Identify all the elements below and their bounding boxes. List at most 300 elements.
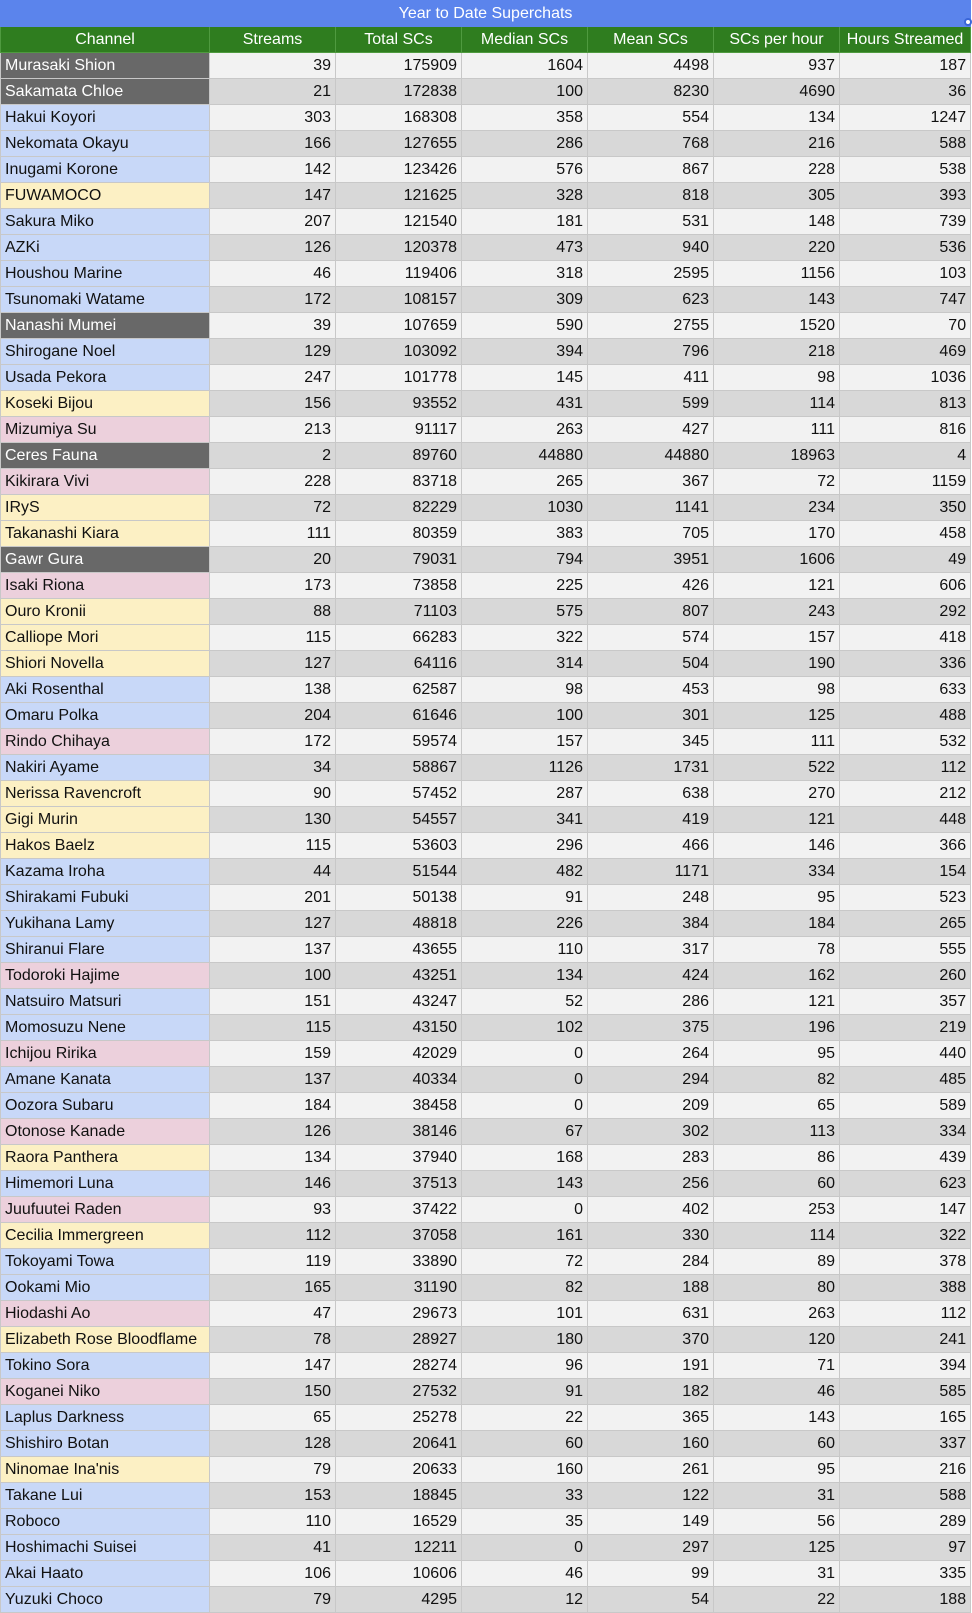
- cell-streams[interactable]: 119: [210, 1249, 336, 1275]
- cell-total-scs[interactable]: 50138: [336, 885, 462, 911]
- cell-scs-per-hour[interactable]: 305: [714, 183, 840, 209]
- cell-mean-scs[interactable]: 264: [588, 1041, 714, 1067]
- cell-streams[interactable]: 78: [210, 1327, 336, 1353]
- cell-scs-per-hour[interactable]: 334: [714, 859, 840, 885]
- cell-streams[interactable]: 128: [210, 1431, 336, 1457]
- cell-total-scs[interactable]: 54557: [336, 807, 462, 833]
- cell-total-scs[interactable]: 58867: [336, 755, 462, 781]
- cell-total-scs[interactable]: 57452: [336, 781, 462, 807]
- cell-total-scs[interactable]: 28274: [336, 1353, 462, 1379]
- cell-scs-per-hour[interactable]: 1156: [714, 261, 840, 287]
- cell-median-scs[interactable]: 91: [462, 885, 588, 911]
- cell-channel[interactable]: Tsunomaki Watame: [1, 287, 210, 313]
- cell-hours-streamed[interactable]: 393: [840, 183, 971, 209]
- cell-scs-per-hour[interactable]: 125: [714, 1535, 840, 1561]
- cell-total-scs[interactable]: 119406: [336, 261, 462, 287]
- cell-scs-per-hour[interactable]: 937: [714, 53, 840, 79]
- cell-total-scs[interactable]: 79031: [336, 547, 462, 573]
- cell-hours-streamed[interactable]: 335: [840, 1561, 971, 1587]
- cell-mean-scs[interactable]: 149: [588, 1509, 714, 1535]
- cell-channel[interactable]: Cecilia Immergreen: [1, 1223, 210, 1249]
- cell-total-scs[interactable]: 25278: [336, 1405, 462, 1431]
- cell-scs-per-hour[interactable]: 60: [714, 1171, 840, 1197]
- cell-streams[interactable]: 2: [210, 443, 336, 469]
- cell-scs-per-hour[interactable]: 234: [714, 495, 840, 521]
- cell-total-scs[interactable]: 53603: [336, 833, 462, 859]
- cell-total-scs[interactable]: 4295: [336, 1587, 462, 1613]
- cell-channel[interactable]: Murasaki Shion: [1, 53, 210, 79]
- cell-streams[interactable]: 151: [210, 989, 336, 1015]
- cell-mean-scs[interactable]: 301: [588, 703, 714, 729]
- cell-scs-per-hour[interactable]: 56: [714, 1509, 840, 1535]
- cell-total-scs[interactable]: 172838: [336, 79, 462, 105]
- cell-total-scs[interactable]: 20633: [336, 1457, 462, 1483]
- cell-mean-scs[interactable]: 453: [588, 677, 714, 703]
- cell-median-scs[interactable]: 794: [462, 547, 588, 573]
- cell-mean-scs[interactable]: 54: [588, 1587, 714, 1613]
- cell-channel[interactable]: Juufuutei Raden: [1, 1197, 210, 1223]
- cell-median-scs[interactable]: 96: [462, 1353, 588, 1379]
- cell-mean-scs[interactable]: 4498: [588, 53, 714, 79]
- cell-total-scs[interactable]: 12211: [336, 1535, 462, 1561]
- column-header-scs-per-hour[interactable]: SCs per hour: [714, 27, 840, 53]
- cell-median-scs[interactable]: 322: [462, 625, 588, 651]
- cell-hours-streamed[interactable]: 70: [840, 313, 971, 339]
- cell-hours-streamed[interactable]: 448: [840, 807, 971, 833]
- cell-mean-scs[interactable]: 599: [588, 391, 714, 417]
- cell-median-scs[interactable]: 0: [462, 1093, 588, 1119]
- cell-streams[interactable]: 127: [210, 911, 336, 937]
- cell-hours-streamed[interactable]: 103: [840, 261, 971, 287]
- cell-total-scs[interactable]: 37513: [336, 1171, 462, 1197]
- cell-streams[interactable]: 72: [210, 495, 336, 521]
- cell-mean-scs[interactable]: 623: [588, 287, 714, 313]
- cell-median-scs[interactable]: 60: [462, 1431, 588, 1457]
- cell-scs-per-hour[interactable]: 228: [714, 157, 840, 183]
- cell-channel[interactable]: Amane Kanata: [1, 1067, 210, 1093]
- cell-total-scs[interactable]: 10606: [336, 1561, 462, 1587]
- cell-scs-per-hour[interactable]: 71: [714, 1353, 840, 1379]
- cell-channel[interactable]: Raora Panthera: [1, 1145, 210, 1171]
- column-header-mean-scs[interactable]: Mean SCs: [588, 27, 714, 53]
- cell-total-scs[interactable]: 42029: [336, 1041, 462, 1067]
- cell-hours-streamed[interactable]: 469: [840, 339, 971, 365]
- cell-scs-per-hour[interactable]: 190: [714, 651, 840, 677]
- cell-scs-per-hour[interactable]: 121: [714, 573, 840, 599]
- cell-median-scs[interactable]: 473: [462, 235, 588, 261]
- cell-scs-per-hour[interactable]: 1606: [714, 547, 840, 573]
- cell-mean-scs[interactable]: 1171: [588, 859, 714, 885]
- cell-median-scs[interactable]: 100: [462, 79, 588, 105]
- cell-median-scs[interactable]: 0: [462, 1535, 588, 1561]
- cell-streams[interactable]: 115: [210, 1015, 336, 1041]
- column-header-streams[interactable]: Streams: [210, 27, 336, 53]
- cell-hours-streamed[interactable]: 265: [840, 911, 971, 937]
- cell-mean-scs[interactable]: 375: [588, 1015, 714, 1041]
- cell-hours-streamed[interactable]: 188: [840, 1587, 971, 1613]
- cell-hours-streamed[interactable]: 813: [840, 391, 971, 417]
- cell-median-scs[interactable]: 0: [462, 1197, 588, 1223]
- cell-channel[interactable]: Koganei Niko: [1, 1379, 210, 1405]
- cell-channel[interactable]: Aki Rosenthal: [1, 677, 210, 703]
- cell-channel[interactable]: Todoroki Hajime: [1, 963, 210, 989]
- cell-mean-scs[interactable]: 705: [588, 521, 714, 547]
- cell-median-scs[interactable]: 134: [462, 963, 588, 989]
- cell-scs-per-hour[interactable]: 253: [714, 1197, 840, 1223]
- cell-hours-streamed[interactable]: 816: [840, 417, 971, 443]
- cell-mean-scs[interactable]: 330: [588, 1223, 714, 1249]
- cell-hours-streamed[interactable]: 589: [840, 1093, 971, 1119]
- cell-channel[interactable]: Takane Lui: [1, 1483, 210, 1509]
- cell-hours-streamed[interactable]: 336: [840, 651, 971, 677]
- cell-scs-per-hour[interactable]: 95: [714, 885, 840, 911]
- cell-median-scs[interactable]: 226: [462, 911, 588, 937]
- cell-streams[interactable]: 34: [210, 755, 336, 781]
- cell-median-scs[interactable]: 263: [462, 417, 588, 443]
- cell-total-scs[interactable]: 37940: [336, 1145, 462, 1171]
- cell-streams[interactable]: 39: [210, 53, 336, 79]
- cell-mean-scs[interactable]: 256: [588, 1171, 714, 1197]
- cell-scs-per-hour[interactable]: 95: [714, 1457, 840, 1483]
- cell-scs-per-hour[interactable]: 184: [714, 911, 840, 937]
- cell-scs-per-hour[interactable]: 113: [714, 1119, 840, 1145]
- cell-total-scs[interactable]: 127655: [336, 131, 462, 157]
- cell-mean-scs[interactable]: 631: [588, 1301, 714, 1327]
- cell-mean-scs[interactable]: 384: [588, 911, 714, 937]
- cell-mean-scs[interactable]: 99: [588, 1561, 714, 1587]
- cell-median-scs[interactable]: 82: [462, 1275, 588, 1301]
- cell-total-scs[interactable]: 61646: [336, 703, 462, 729]
- cell-streams[interactable]: 112: [210, 1223, 336, 1249]
- cell-channel[interactable]: Nekomata Okayu: [1, 131, 210, 157]
- cell-streams[interactable]: 159: [210, 1041, 336, 1067]
- cell-mean-scs[interactable]: 426: [588, 573, 714, 599]
- cell-median-scs[interactable]: 590: [462, 313, 588, 339]
- cell-mean-scs[interactable]: 796: [588, 339, 714, 365]
- cell-scs-per-hour[interactable]: 4690: [714, 79, 840, 105]
- cell-scs-per-hour[interactable]: 111: [714, 729, 840, 755]
- cell-streams[interactable]: 204: [210, 703, 336, 729]
- cell-streams[interactable]: 150: [210, 1379, 336, 1405]
- cell-streams[interactable]: 88: [210, 599, 336, 625]
- cell-mean-scs[interactable]: 284: [588, 1249, 714, 1275]
- cell-hours-streamed[interactable]: 1247: [840, 105, 971, 131]
- cell-total-scs[interactable]: 20641: [336, 1431, 462, 1457]
- cell-scs-per-hour[interactable]: 60: [714, 1431, 840, 1457]
- cell-channel[interactable]: Kazama Iroha: [1, 859, 210, 885]
- cell-median-scs[interactable]: 22: [462, 1405, 588, 1431]
- cell-median-scs[interactable]: 168: [462, 1145, 588, 1171]
- cell-median-scs[interactable]: 35: [462, 1509, 588, 1535]
- cell-median-scs[interactable]: 314: [462, 651, 588, 677]
- cell-median-scs[interactable]: 91: [462, 1379, 588, 1405]
- cell-scs-per-hour[interactable]: 220: [714, 235, 840, 261]
- cell-scs-per-hour[interactable]: 162: [714, 963, 840, 989]
- cell-median-scs[interactable]: 33: [462, 1483, 588, 1509]
- cell-scs-per-hour[interactable]: 72: [714, 469, 840, 495]
- cell-scs-per-hour[interactable]: 196: [714, 1015, 840, 1041]
- cell-scs-per-hour[interactable]: 1520: [714, 313, 840, 339]
- cell-channel[interactable]: Houshou Marine: [1, 261, 210, 287]
- cell-channel[interactable]: Koseki Bijou: [1, 391, 210, 417]
- cell-mean-scs[interactable]: 370: [588, 1327, 714, 1353]
- cell-hours-streamed[interactable]: 241: [840, 1327, 971, 1353]
- cell-scs-per-hour[interactable]: 146: [714, 833, 840, 859]
- cell-scs-per-hour[interactable]: 80: [714, 1275, 840, 1301]
- cell-streams[interactable]: 184: [210, 1093, 336, 1119]
- cell-channel[interactable]: Nanashi Mumei: [1, 313, 210, 339]
- cell-mean-scs[interactable]: 302: [588, 1119, 714, 1145]
- cell-mean-scs[interactable]: 209: [588, 1093, 714, 1119]
- cell-channel[interactable]: Shishiro Botan: [1, 1431, 210, 1457]
- cell-channel[interactable]: Sakamata Chloe: [1, 79, 210, 105]
- cell-scs-per-hour[interactable]: 218: [714, 339, 840, 365]
- cell-streams[interactable]: 134: [210, 1145, 336, 1171]
- cell-streams[interactable]: 79: [210, 1587, 336, 1613]
- cell-mean-scs[interactable]: 248: [588, 885, 714, 911]
- cell-streams[interactable]: 20: [210, 547, 336, 573]
- cell-streams[interactable]: 44: [210, 859, 336, 885]
- cell-median-scs[interactable]: 225: [462, 573, 588, 599]
- cell-hours-streamed[interactable]: 322: [840, 1223, 971, 1249]
- cell-scs-per-hour[interactable]: 95: [714, 1041, 840, 1067]
- cell-scs-per-hour[interactable]: 134: [714, 105, 840, 131]
- cell-hours-streamed[interactable]: 440: [840, 1041, 971, 1067]
- cell-hours-streamed[interactable]: 536: [840, 235, 971, 261]
- cell-streams[interactable]: 142: [210, 157, 336, 183]
- cell-mean-scs[interactable]: 294: [588, 1067, 714, 1093]
- cell-channel[interactable]: Shiranui Flare: [1, 937, 210, 963]
- cell-streams[interactable]: 100: [210, 963, 336, 989]
- cell-channel[interactable]: Ichijou Ririka: [1, 1041, 210, 1067]
- cell-mean-scs[interactable]: 191: [588, 1353, 714, 1379]
- cell-mean-scs[interactable]: 345: [588, 729, 714, 755]
- cell-mean-scs[interactable]: 2755: [588, 313, 714, 339]
- cell-streams[interactable]: 137: [210, 937, 336, 963]
- cell-channel[interactable]: Shirogane Noel: [1, 339, 210, 365]
- cell-mean-scs[interactable]: 411: [588, 365, 714, 391]
- cell-streams[interactable]: 147: [210, 1353, 336, 1379]
- cell-mean-scs[interactable]: 317: [588, 937, 714, 963]
- cell-total-scs[interactable]: 38146: [336, 1119, 462, 1145]
- cell-streams[interactable]: 111: [210, 521, 336, 547]
- cell-median-scs[interactable]: 160: [462, 1457, 588, 1483]
- cell-total-scs[interactable]: 37422: [336, 1197, 462, 1223]
- cell-median-scs[interactable]: 576: [462, 157, 588, 183]
- column-header-median-scs[interactable]: Median SCs: [462, 27, 588, 53]
- cell-total-scs[interactable]: 59574: [336, 729, 462, 755]
- cell-channel[interactable]: Oozora Subaru: [1, 1093, 210, 1119]
- cell-channel[interactable]: Isaki Riona: [1, 573, 210, 599]
- cell-total-scs[interactable]: 29673: [336, 1301, 462, 1327]
- cell-hours-streamed[interactable]: 219: [840, 1015, 971, 1041]
- cell-streams[interactable]: 126: [210, 235, 336, 261]
- cell-mean-scs[interactable]: 574: [588, 625, 714, 651]
- cell-streams[interactable]: 146: [210, 1171, 336, 1197]
- cell-scs-per-hour[interactable]: 125: [714, 703, 840, 729]
- cell-scs-per-hour[interactable]: 98: [714, 365, 840, 391]
- cell-median-scs[interactable]: 52: [462, 989, 588, 1015]
- cell-total-scs[interactable]: 43247: [336, 989, 462, 1015]
- cell-mean-scs[interactable]: 365: [588, 1405, 714, 1431]
- cell-total-scs[interactable]: 73858: [336, 573, 462, 599]
- cell-mean-scs[interactable]: 768: [588, 131, 714, 157]
- cell-total-scs[interactable]: 82229: [336, 495, 462, 521]
- cell-channel[interactable]: Ceres Fauna: [1, 443, 210, 469]
- cell-channel[interactable]: Laplus Darkness: [1, 1405, 210, 1431]
- cell-streams[interactable]: 129: [210, 339, 336, 365]
- cell-hours-streamed[interactable]: 212: [840, 781, 971, 807]
- cell-total-scs[interactable]: 48818: [336, 911, 462, 937]
- cell-median-scs[interactable]: 0: [462, 1041, 588, 1067]
- cell-channel[interactable]: Nakiri Ayame: [1, 755, 210, 781]
- cell-streams[interactable]: 165: [210, 1275, 336, 1301]
- cell-median-scs[interactable]: 394: [462, 339, 588, 365]
- cell-hours-streamed[interactable]: 4: [840, 443, 971, 469]
- cell-hours-streamed[interactable]: 216: [840, 1457, 971, 1483]
- cell-streams[interactable]: 90: [210, 781, 336, 807]
- cell-channel[interactable]: Sakura Miko: [1, 209, 210, 235]
- cell-channel[interactable]: Otonose Kanade: [1, 1119, 210, 1145]
- cell-mean-scs[interactable]: 867: [588, 157, 714, 183]
- cell-median-scs[interactable]: 575: [462, 599, 588, 625]
- cell-mean-scs[interactable]: 466: [588, 833, 714, 859]
- cell-channel[interactable]: AZKi: [1, 235, 210, 261]
- cell-median-scs[interactable]: 296: [462, 833, 588, 859]
- cell-median-scs[interactable]: 431: [462, 391, 588, 417]
- cell-median-scs[interactable]: 0: [462, 1067, 588, 1093]
- cell-streams[interactable]: 213: [210, 417, 336, 443]
- cell-channel[interactable]: Mizumiya Su: [1, 417, 210, 443]
- cell-channel[interactable]: Gawr Gura: [1, 547, 210, 573]
- cell-total-scs[interactable]: 62587: [336, 677, 462, 703]
- cell-channel[interactable]: Yuzuki Choco: [1, 1587, 210, 1613]
- cell-streams[interactable]: 172: [210, 729, 336, 755]
- cell-hours-streamed[interactable]: 378: [840, 1249, 971, 1275]
- cell-streams[interactable]: 137: [210, 1067, 336, 1093]
- cell-median-scs[interactable]: 143: [462, 1171, 588, 1197]
- cell-hours-streamed[interactable]: 485: [840, 1067, 971, 1093]
- cell-mean-scs[interactable]: 297: [588, 1535, 714, 1561]
- cell-total-scs[interactable]: 33890: [336, 1249, 462, 1275]
- cell-scs-per-hour[interactable]: 170: [714, 521, 840, 547]
- cell-hours-streamed[interactable]: 532: [840, 729, 971, 755]
- cell-channel[interactable]: Omaru Polka: [1, 703, 210, 729]
- cell-streams[interactable]: 172: [210, 287, 336, 313]
- cell-scs-per-hour[interactable]: 120: [714, 1327, 840, 1353]
- cell-median-scs[interactable]: 341: [462, 807, 588, 833]
- column-header-total-scs[interactable]: Total SCs: [336, 27, 462, 53]
- cell-total-scs[interactable]: 64116: [336, 651, 462, 677]
- cell-median-scs[interactable]: 358: [462, 105, 588, 131]
- cell-mean-scs[interactable]: 188: [588, 1275, 714, 1301]
- cell-scs-per-hour[interactable]: 216: [714, 131, 840, 157]
- cell-channel[interactable]: Takanashi Kiara: [1, 521, 210, 547]
- cell-mean-scs[interactable]: 367: [588, 469, 714, 495]
- cell-streams[interactable]: 46: [210, 261, 336, 287]
- cell-total-scs[interactable]: 40334: [336, 1067, 462, 1093]
- cell-total-scs[interactable]: 31190: [336, 1275, 462, 1301]
- cell-scs-per-hour[interactable]: 78: [714, 937, 840, 963]
- cell-scs-per-hour[interactable]: 46: [714, 1379, 840, 1405]
- cell-channel[interactable]: Hoshimachi Suisei: [1, 1535, 210, 1561]
- cell-scs-per-hour[interactable]: 114: [714, 391, 840, 417]
- cell-streams[interactable]: 247: [210, 365, 336, 391]
- cell-total-scs[interactable]: 43251: [336, 963, 462, 989]
- cell-channel[interactable]: Tokoyami Towa: [1, 1249, 210, 1275]
- cell-hours-streamed[interactable]: 1159: [840, 469, 971, 495]
- cell-scs-per-hour[interactable]: 270: [714, 781, 840, 807]
- cell-mean-scs[interactable]: 283: [588, 1145, 714, 1171]
- cell-mean-scs[interactable]: 261: [588, 1457, 714, 1483]
- cell-streams[interactable]: 79: [210, 1457, 336, 1483]
- cell-total-scs[interactable]: 107659: [336, 313, 462, 339]
- cell-channel[interactable]: Calliope Mori: [1, 625, 210, 651]
- cell-median-scs[interactable]: 72: [462, 1249, 588, 1275]
- cell-mean-scs[interactable]: 286: [588, 989, 714, 1015]
- cell-hours-streamed[interactable]: 538: [840, 157, 971, 183]
- cell-streams[interactable]: 153: [210, 1483, 336, 1509]
- cell-channel[interactable]: Nerissa Ravencroft: [1, 781, 210, 807]
- cell-hours-streamed[interactable]: 289: [840, 1509, 971, 1535]
- cell-streams[interactable]: 147: [210, 183, 336, 209]
- cell-channel[interactable]: Shirakami Fubuki: [1, 885, 210, 911]
- cell-hours-streamed[interactable]: 187: [840, 53, 971, 79]
- cell-hours-streamed[interactable]: 112: [840, 1301, 971, 1327]
- cell-mean-scs[interactable]: 940: [588, 235, 714, 261]
- cell-channel[interactable]: Hakos Baelz: [1, 833, 210, 859]
- cell-channel[interactable]: Yukihana Lamy: [1, 911, 210, 937]
- cell-streams[interactable]: 303: [210, 105, 336, 131]
- cell-mean-scs[interactable]: 818: [588, 183, 714, 209]
- cell-mean-scs[interactable]: 427: [588, 417, 714, 443]
- cell-median-scs[interactable]: 102: [462, 1015, 588, 1041]
- cell-scs-per-hour[interactable]: 89: [714, 1249, 840, 1275]
- cell-scs-per-hour[interactable]: 86: [714, 1145, 840, 1171]
- cell-total-scs[interactable]: 108157: [336, 287, 462, 313]
- cell-median-scs[interactable]: 44880: [462, 443, 588, 469]
- cell-mean-scs[interactable]: 419: [588, 807, 714, 833]
- cell-hours-streamed[interactable]: 260: [840, 963, 971, 989]
- cell-total-scs[interactable]: 66283: [336, 625, 462, 651]
- cell-median-scs[interactable]: 287: [462, 781, 588, 807]
- cell-total-scs[interactable]: 51544: [336, 859, 462, 885]
- cell-streams[interactable]: 166: [210, 131, 336, 157]
- cell-median-scs[interactable]: 98: [462, 677, 588, 703]
- cell-total-scs[interactable]: 38458: [336, 1093, 462, 1119]
- cell-mean-scs[interactable]: 3951: [588, 547, 714, 573]
- cell-scs-per-hour[interactable]: 114: [714, 1223, 840, 1249]
- cell-channel[interactable]: Ouro Kronii: [1, 599, 210, 625]
- cell-mean-scs[interactable]: 2595: [588, 261, 714, 287]
- cell-median-scs[interactable]: 318: [462, 261, 588, 287]
- cell-hours-streamed[interactable]: 488: [840, 703, 971, 729]
- cell-mean-scs[interactable]: 1141: [588, 495, 714, 521]
- cell-median-scs[interactable]: 161: [462, 1223, 588, 1249]
- cell-channel[interactable]: Akai Haato: [1, 1561, 210, 1587]
- cell-channel[interactable]: Rindo Chihaya: [1, 729, 210, 755]
- cell-hours-streamed[interactable]: 334: [840, 1119, 971, 1145]
- cell-hours-streamed[interactable]: 394: [840, 1353, 971, 1379]
- cell-mean-scs[interactable]: 182: [588, 1379, 714, 1405]
- cell-total-scs[interactable]: 120378: [336, 235, 462, 261]
- cell-hours-streamed[interactable]: 585: [840, 1379, 971, 1405]
- cell-streams[interactable]: 39: [210, 313, 336, 339]
- cell-mean-scs[interactable]: 44880: [588, 443, 714, 469]
- cell-hours-streamed[interactable]: 357: [840, 989, 971, 1015]
- cell-streams[interactable]: 126: [210, 1119, 336, 1145]
- cell-hours-streamed[interactable]: 112: [840, 755, 971, 781]
